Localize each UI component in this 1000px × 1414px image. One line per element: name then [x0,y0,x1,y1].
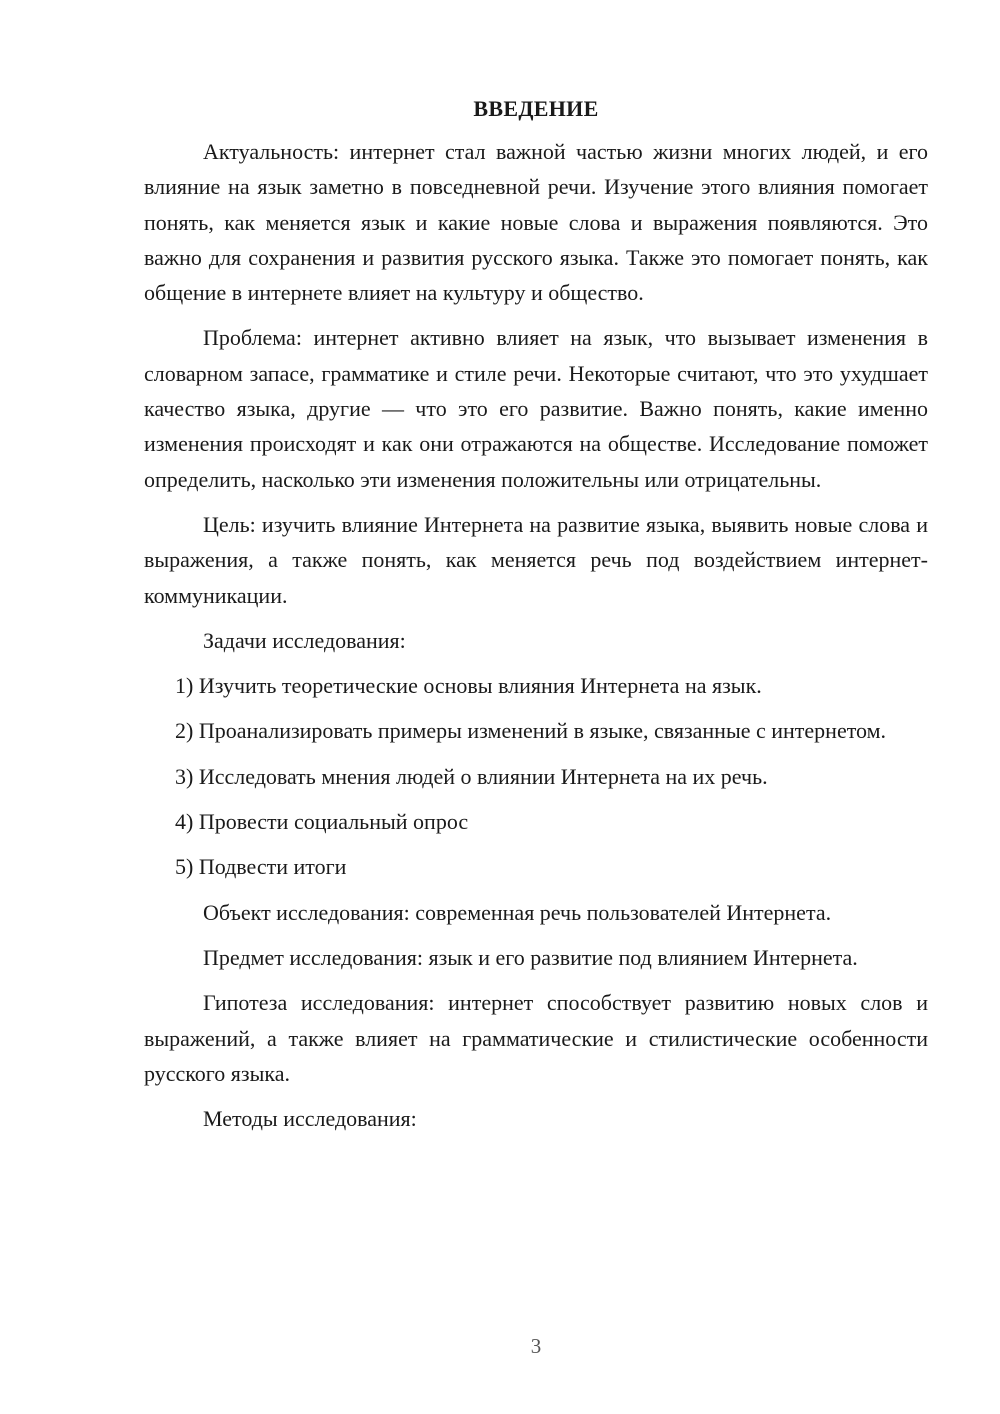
task-item-3: 3) Исследовать мнения людей о влиянии Интернета на их речь. [175,763,768,789]
relevance-paragraph: Актуальность: интернет стал важной частью жизни многих людей, и его влияние на язык заметно в повседневной речи. Изучение этого влияния помогает понять, как меняется язык и какие новые слова и выражения появляются. Это важно для сохранения и развития русского языка. Также это помогает понять, как общение в интернете влияет на культуру и общество. [144,139,928,306]
object-paragraph: Объект исследования: современная речь пользователей Интернета. [203,899,832,925]
document-page [144,94,928,1146]
tasks-heading: Задачи исследования: [203,627,406,653]
page-number: 3 [530,1334,542,1358]
tasks-list [144,668,928,884]
task-item-5: 5) Подвести итоги [175,854,347,880]
task-item-2: 2) Проанализировать примеры изменений в языке, связанные с интернетом. [175,718,887,744]
hypothesis-paragraph: Гипотеза исследования: интернет способствует развитию новых слов и выражений, а также влияет на грамматические и стилистические особенности русского языка. [144,990,928,1086]
subject-paragraph: Предмет исследования: язык и его развитие под влиянием Интернета. [203,944,858,970]
methods-heading: Методы исследования: [203,1106,417,1132]
problem-paragraph: Проблема: интернет активно влияет на язык, что вызывает изменения в словарном запасе, грамматике и стиле речи. Некоторые считают, что это ухудшает качество языка, другие — что это его развитие. Важно понять, какие именно изменения происходят и как они отражаются на обществе. Исследование поможет определить, насколько эти изменения положительны или отрицательны. [144,325,928,492]
goal-paragraph: Цель: изучить влияние Интернета на развитие языка, выявить новые слова и выражения, а также понять, как меняется речь под воздействием интернет-коммуникации. [144,511,928,608]
task-item-1: 1) Изучить теоретические основы влияния Интернета на язык. [175,673,762,699]
section-title: ВВЕДЕНИЕ [473,96,599,121]
task-item-4: 4) Провести социальный опрос [175,809,469,835]
